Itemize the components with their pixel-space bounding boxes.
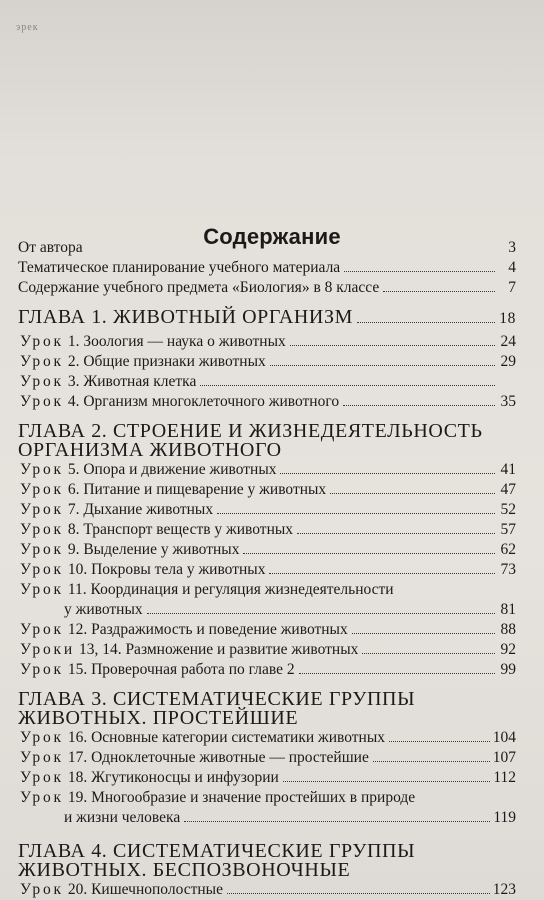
toc-leader <box>373 761 490 762</box>
toc-page-number: 18 <box>499 310 516 327</box>
lesson-title: 19. Многообразие и значение простейших в природе <box>67 789 416 806</box>
toc-lesson[interactable] <box>20 748 516 768</box>
lesson-title: 15. Проверочная работа по главе 2 <box>67 661 295 678</box>
toc-lesson[interactable] <box>20 540 516 560</box>
lesson-label: Урок <box>20 461 64 478</box>
page-title: Содержание <box>203 223 341 249</box>
toc-leader <box>297 533 495 534</box>
toc-leader <box>200 385 495 386</box>
toc-leader <box>383 291 495 292</box>
toc-lesson[interactable] <box>20 660 516 680</box>
lesson-label: Урок <box>20 481 64 498</box>
lesson-title: 5. Опора и движение животных <box>67 461 277 478</box>
lesson-title: 7. Дыхание животных <box>67 501 214 518</box>
toc-entry-text: От автора <box>18 239 83 256</box>
lesson-label: Уроки <box>20 641 75 658</box>
toc-chapter-1[interactable] <box>18 307 516 329</box>
lesson-title: 6. Питание и пищеварение у животных <box>67 481 327 498</box>
lesson-label: Урок <box>20 729 64 746</box>
toc-page-number: 88 <box>500 621 516 638</box>
lesson-title: 13, 14. Размножение и развитие животных <box>78 641 359 658</box>
toc-chapter-3[interactable] <box>18 690 516 728</box>
lesson-label: Урок <box>20 789 64 806</box>
lesson-label: Урок <box>20 881 64 898</box>
toc-leader <box>352 633 495 634</box>
lesson-title: 11. Координация и регуляция жизнедеятельности <box>67 581 394 598</box>
toc-page-number: 24 <box>500 333 516 350</box>
lesson-label: Урок <box>20 393 64 410</box>
toc-page-number: 92 <box>500 641 516 658</box>
toc-page-number: 41 <box>500 461 516 478</box>
lesson-label: Урок <box>20 561 64 578</box>
toc-page-number: 119 <box>493 809 516 826</box>
lesson-label: Урок <box>20 621 64 638</box>
page-corner-mark: эрек <box>16 22 39 33</box>
lesson-label: Урок <box>20 769 64 786</box>
lesson-label: Урок <box>20 373 64 390</box>
chapter-title-line-1: ГЛАВА 3. СИСТЕМАТИЧЕСКИЕ ГРУППЫ <box>18 688 416 710</box>
toc-page-number: 107 <box>492 749 516 766</box>
chapter-title-line-2: ЖИВОТНЫХ. ПРОСТЕЙШИЕ <box>18 707 299 729</box>
toc-leader <box>184 821 490 822</box>
toc-page-number: 73 <box>500 561 516 578</box>
toc-lesson[interactable] <box>20 520 516 540</box>
toc-lesson[interactable] <box>20 372 516 392</box>
toc-lesson[interactable] <box>20 788 516 808</box>
lesson-title: 8. Транспорт веществ у животных <box>67 521 294 538</box>
lesson-title: 20. Кишечнополостные <box>67 881 223 898</box>
toc-lesson[interactable] <box>20 640 516 660</box>
chapter-title: ГЛАВА 1. ЖИВОТНЫЙ ОРГАНИЗМ <box>18 306 353 328</box>
lesson-label: Урок <box>20 501 64 518</box>
toc-entry[interactable] <box>18 258 516 278</box>
toc-lesson[interactable] <box>20 332 516 352</box>
toc-lesson[interactable] <box>20 620 516 640</box>
toc-leader <box>343 405 495 406</box>
lesson-label: Урок <box>20 333 64 350</box>
toc-page-number: 62 <box>500 541 516 558</box>
toc-lesson[interactable] <box>20 560 516 580</box>
lesson-title: 12. Раздражимость и поведение животных <box>67 621 348 638</box>
toc-page-number: 35 <box>500 393 516 410</box>
toc-leader <box>299 673 495 674</box>
toc-leader <box>330 493 495 494</box>
lesson-label: Урок <box>20 541 64 558</box>
toc-page-number: 47 <box>500 481 516 498</box>
toc-lesson[interactable] <box>20 480 516 500</box>
lesson-label: Урок <box>20 353 64 370</box>
lesson-title: 2. Общие признаки животных <box>67 353 266 370</box>
toc-lesson[interactable] <box>20 580 516 600</box>
toc-leader <box>283 781 490 782</box>
toc-leader <box>243 553 495 554</box>
toc-chapter-4[interactable] <box>18 842 516 880</box>
toc-lesson[interactable] <box>20 880 516 900</box>
lesson-title: 9. Выделение у животных <box>67 541 240 558</box>
toc-lesson-continuation[interactable] <box>20 808 516 828</box>
toc-leader <box>357 322 495 323</box>
lesson-title: 16. Основные категории систематики животных <box>67 729 386 746</box>
toc-entry[interactable] <box>18 278 516 298</box>
toc-leader <box>280 473 495 474</box>
toc-lesson-continuation[interactable] <box>20 600 516 620</box>
toc-lesson[interactable] <box>20 352 516 372</box>
lesson-label: Урок <box>20 581 64 598</box>
toc-leader <box>389 741 490 742</box>
table-of-contents <box>18 238 516 900</box>
toc-page-number: 4 <box>508 259 516 276</box>
toc-page-number: 52 <box>500 501 516 518</box>
toc-page-number: 29 <box>500 353 516 370</box>
toc-entry-text: Тематическое планирование учебного материала <box>18 259 341 276</box>
toc-lesson[interactable] <box>20 392 516 412</box>
toc-leader <box>290 345 495 346</box>
toc-lesson[interactable] <box>20 768 516 788</box>
toc-lesson[interactable] <box>20 460 516 480</box>
toc-leader <box>147 613 495 614</box>
lesson-title: 10. Покровы тела у животных <box>67 561 266 578</box>
chapter-title-line-2: ОРГАНИЗМА ЖИВОТНОГО <box>18 439 282 461</box>
lesson-title: 18. Жгутиконосцы и инфузории <box>67 769 279 786</box>
lesson-label: Урок <box>20 521 64 538</box>
lesson-title: 4. Организм многоклеточного животного <box>67 393 340 410</box>
toc-page-number: 57 <box>500 521 516 538</box>
lesson-title: 1. Зоология — наука о животных <box>67 333 286 350</box>
toc-lesson[interactable] <box>20 500 516 520</box>
chapter-title-line-1: ГЛАВА 4. СИСТЕМАТИЧЕСКИЕ ГРУППЫ <box>18 840 416 862</box>
lesson-label: Урок <box>20 661 64 678</box>
toc-page-number: 81 <box>500 601 516 618</box>
toc-page-number: 112 <box>493 769 516 786</box>
toc-chapter-2[interactable] <box>18 422 516 460</box>
chapter-title-line-1: ГЛАВА 2. СТРОЕНИЕ И ЖИЗНЕДЕЯТЕЛЬНОСТЬ <box>18 420 483 442</box>
lesson-title: 17. Одноклеточные животные — простейшие <box>67 749 369 766</box>
toc-page-number: 104 <box>492 729 516 746</box>
lesson-title: 3. Животная клетка <box>67 373 197 390</box>
lesson-title-continuation: у животных <box>64 601 143 618</box>
chapter-title-line-2: ЖИВОТНЫХ. БЕСПОЗВОНОЧНЫЕ <box>18 859 351 881</box>
toc-page-number: 3 <box>508 239 516 256</box>
toc-leader <box>344 271 495 272</box>
toc-leader <box>270 365 495 366</box>
toc-entry-text: Содержание учебного предмета «Биология» в 8 классе <box>18 279 380 296</box>
toc-page-number: 123 <box>492 881 516 898</box>
toc-page-number: 7 <box>508 279 516 296</box>
toc-leader <box>362 653 495 654</box>
lesson-label: Урок <box>20 749 64 766</box>
toc-page-number: 99 <box>500 661 516 678</box>
toc-lesson[interactable] <box>20 728 516 748</box>
toc-leader <box>227 893 490 894</box>
toc-leader <box>217 513 495 514</box>
toc-entry[interactable] <box>18 238 516 258</box>
lesson-title-continuation: и жизни человека <box>64 809 181 826</box>
toc-leader <box>269 573 495 574</box>
